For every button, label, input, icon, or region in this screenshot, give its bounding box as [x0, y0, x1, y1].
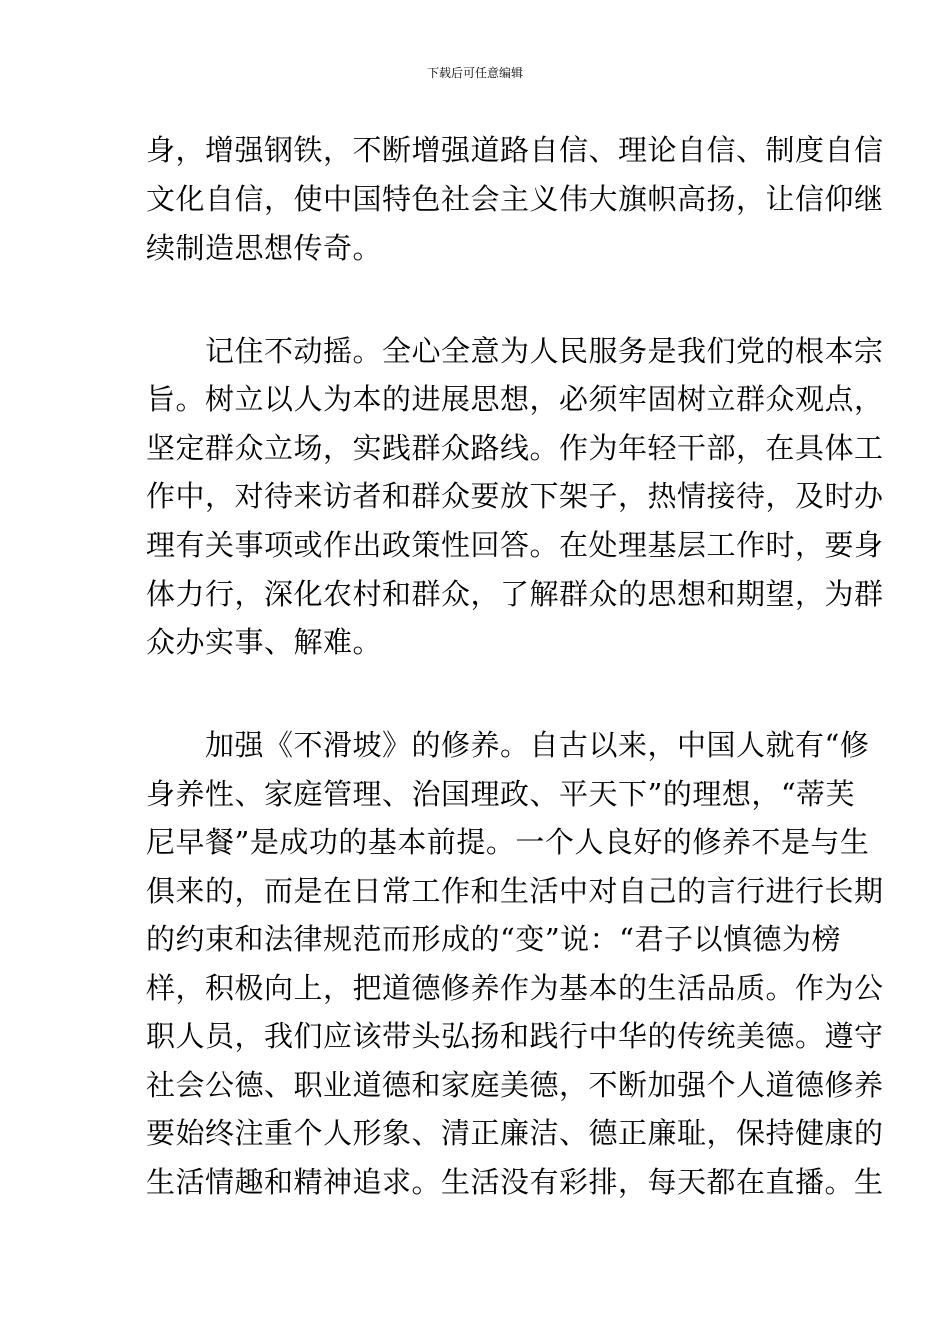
- page-header: 下载后可任意编辑: [426, 66, 523, 80]
- paragraph-2-line-2: 旨。树立以人为本的进展思想，必须牢固树立群众观点，: [146, 382, 884, 416]
- paragraph-3-line-9: 要始终注重个人形象、清正廉洁、德正廉耻，保持健康的: [146, 1116, 884, 1150]
- paragraph-3-line-1: 加强《不滑坡》的修养。自古以来，中国人就有“修: [146, 728, 870, 762]
- paragraph-3-line-10: 生活情趣和精神追求。生活没有彩排，每天都在直播。生: [146, 1165, 884, 1199]
- paragraph-1-line-2: 文化自信，使中国特色社会主义伟大旗帜高扬，让信仰继: [146, 182, 884, 216]
- paragraph-3-line-4: 俱来的，而是在日常工作和生活中对自己的言行进行长期: [146, 874, 884, 908]
- paragraph-3-line-7: 职人员，我们应该带头弘扬和践行中华的传统美德。遵守: [146, 1019, 884, 1053]
- paragraph-2-line-1: 记住不动摇。全心全意为人民服务是我们党的根本宗: [146, 334, 884, 368]
- paragraph-3-line-3: 尼早餐”是成功的基本前提。一个人良好的修养不是与生: [146, 825, 870, 859]
- paragraph-2-line-6: 体力行，深化农村和群众，了解群众的思想和期望，为群: [146, 577, 884, 611]
- paragraph-1-line-1: 身，增强钢铁，不断增强道路自信、理论自信、制度自信: [146, 133, 884, 167]
- paragraph-3-line-5: 的约束和法律规范而形成的“变”说：“君子以慎德为榜: [146, 922, 841, 956]
- paragraph-2-line-5: 理有关事项或作出政策性回答。在处理基层工作时，要身: [146, 528, 884, 562]
- paragraph-3-line-2: 身养性、家庭管理、治国理政、平天下”的理想，“蒂芙: [146, 777, 856, 811]
- paragraph-2-line-7: 众办实事、解难。: [146, 625, 383, 659]
- paragraph-2-line-4: 作中，对待来访者和群众要放下架子，热情接待，及时办: [146, 479, 884, 513]
- paragraph-1-line-3: 续制造思想传奇。: [146, 231, 383, 265]
- paragraph-3-line-8: 社会公德、职业道德和家庭美德，不断加强个人道德修养: [146, 1068, 884, 1102]
- paragraph-3-line-6: 样，积极向上，把道德修养作为基本的生活品质。作为公: [146, 971, 884, 1005]
- paragraph-2-line-3: 坚定群众立场，实践群众路线。作为年轻干部，在具体工: [146, 431, 884, 465]
